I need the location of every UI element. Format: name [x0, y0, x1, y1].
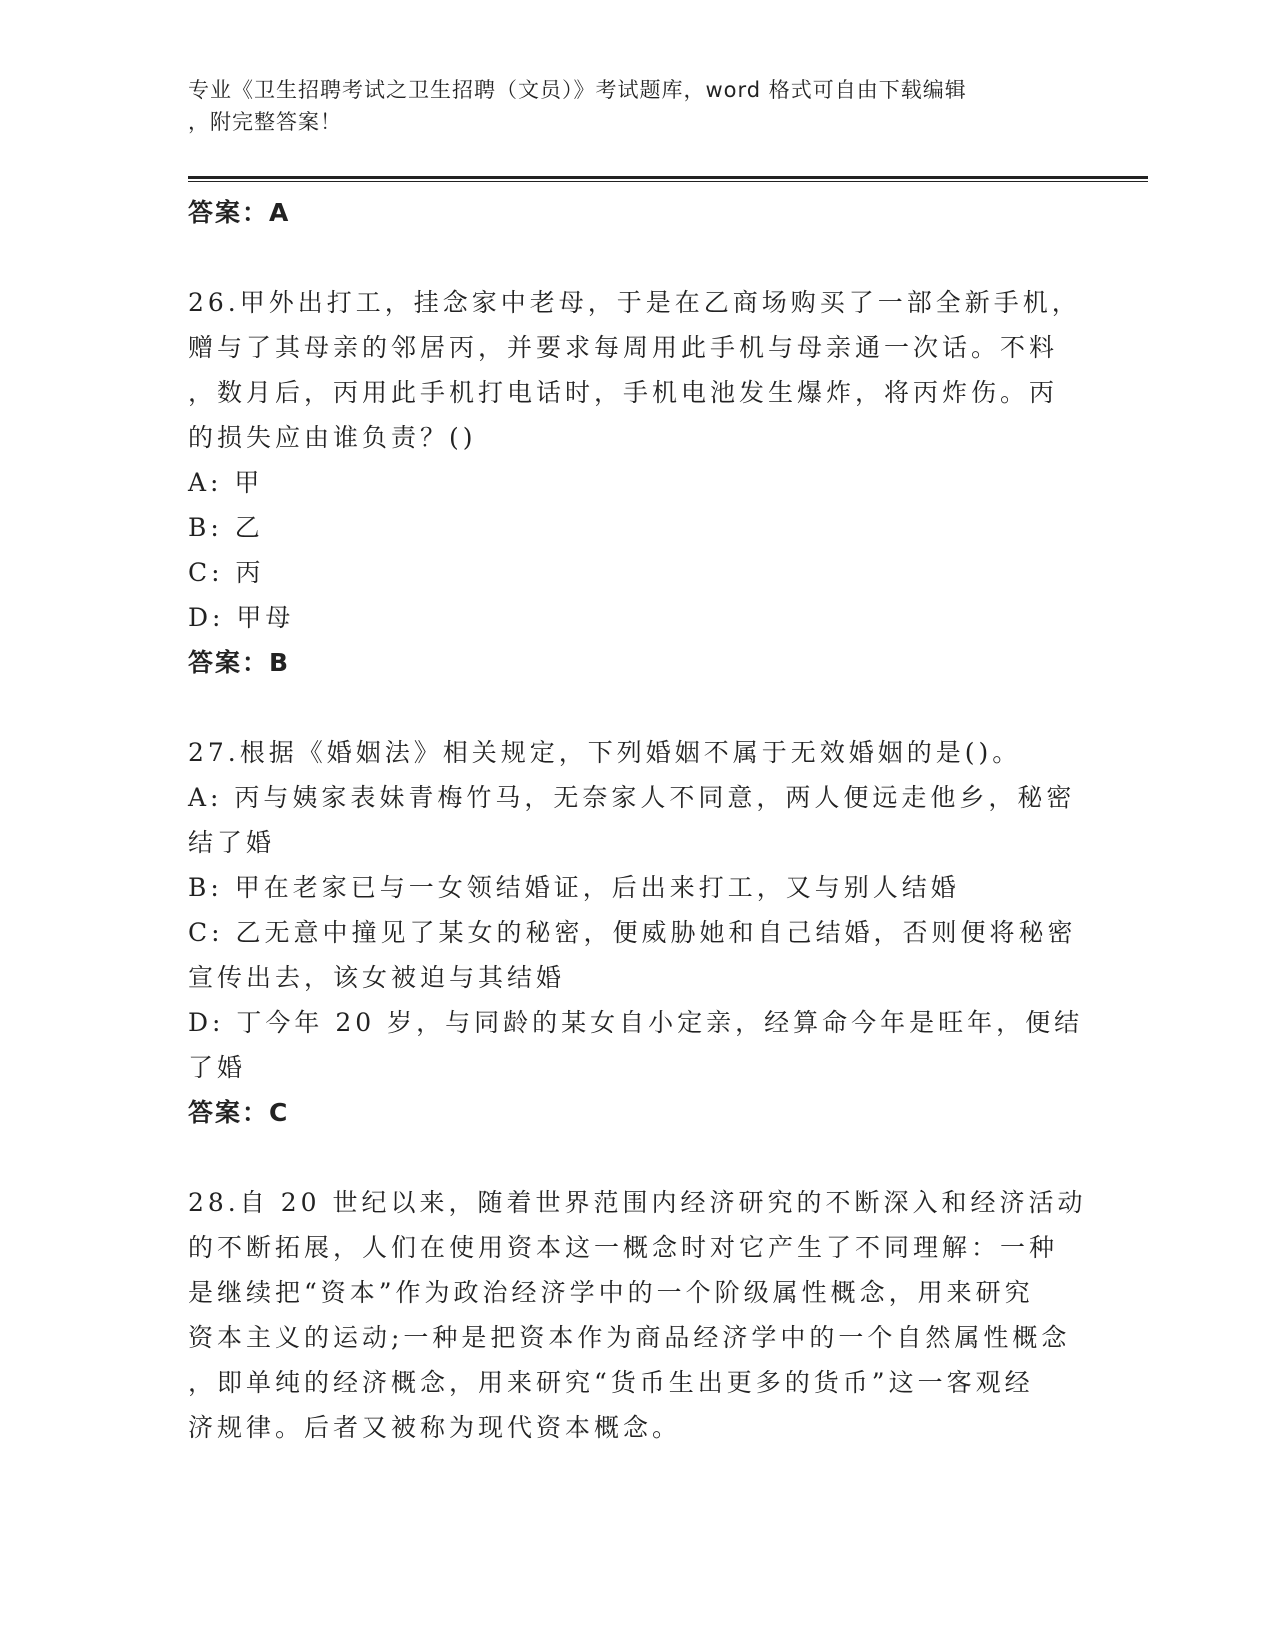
header-line-2: ，附完整答案！ — [188, 110, 342, 134]
question-text-line: 27.根据《婚姻法》相关规定，下列婚姻不属于无效婚姻的是()。 — [188, 738, 1022, 767]
spacer — [188, 235, 1088, 280]
question-text-line: ，数月后，丙用此手机打电话时，手机电池发生爆炸，将丙炸伤。丙 — [188, 378, 1059, 407]
option-a: A: 甲 — [188, 468, 264, 497]
header-line-1: 专业《卫生招聘考试之卫生招聘（文员）》考试题库，word 格式可自由下载编辑 — [188, 78, 967, 102]
option-d-continued: 了婚 — [188, 1053, 247, 1082]
page-header — [188, 74, 1068, 138]
question-text-line: 的损失应由谁负责？() — [188, 423, 477, 452]
question-text-line: 是继续把“资本”作为政治经济学中的一个阶级属性概念，用来研究 — [188, 1278, 1034, 1307]
option-c: C: 乙无意中撞见了某女的秘密，便威胁她和自己结婚，否则便将秘密 — [188, 918, 1077, 947]
answer-prev: 答案：A — [188, 198, 291, 227]
question-27 — [188, 730, 1088, 1135]
answer-26: 答案：B — [188, 648, 291, 677]
question-text-line: 的不断拓展，人们在使用资本这一概念时对它产生了不同理解：一种 — [188, 1233, 1059, 1262]
question-26 — [188, 280, 1088, 685]
answer-27: 答案：C — [188, 1098, 290, 1127]
option-d: D: 甲母 — [188, 603, 295, 632]
header-divider — [188, 176, 1148, 179]
question-text-line: ，即单纯的经济概念，用来研究“货币生出更多的货币”这一客观经 — [188, 1368, 1034, 1397]
option-c: C: 丙 — [188, 558, 265, 587]
header-divider-thin — [188, 181, 1148, 182]
question-text-line: 济规律。后者又被称为现代资本概念。 — [188, 1413, 682, 1442]
option-a-continued: 结了婚 — [188, 828, 276, 857]
spacer — [188, 1135, 1088, 1180]
option-a: A: 丙与姨家表妹青梅竹马，无奈家人不同意，两人便远走他乡，秘密 — [188, 783, 1076, 812]
option-d: D: 丁今年 20 岁，与同龄的某女自小定亲，经算命今年是旺年，便结 — [188, 1008, 1084, 1037]
option-c-continued: 宣传出去，该女被迫与其结婚 — [188, 963, 566, 992]
spacer — [188, 685, 1088, 730]
option-b: B: 甲在老家已与一女领结婚证，后出来打工，又与别人结婚 — [188, 873, 960, 902]
question-text-line: 26.甲外出打工，挂念家中老母，于是在乙商场购买了一部全新手机， — [188, 288, 1081, 317]
question-28 — [188, 1180, 1088, 1450]
question-text-line: 赠与了其母亲的邻居丙，并要求每周用此手机与母亲通一次话。不料 — [188, 333, 1059, 362]
option-b: B: 乙 — [188, 513, 264, 542]
question-text-line: 28.自 20 世纪以来，随着世界范围内经济研究的不断深入和经济活动 — [188, 1188, 1087, 1217]
main-content — [188, 190, 1088, 1450]
question-text-line: 资本主义的运动;一种是把资本作为商品经济学中的一个自然属性概念 — [188, 1323, 1071, 1352]
